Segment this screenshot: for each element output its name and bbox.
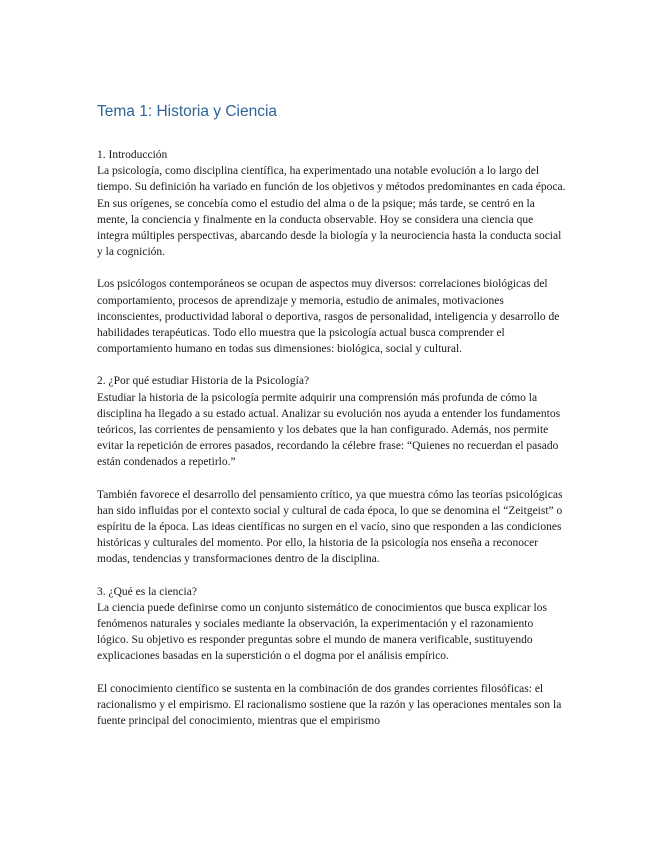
section-heading: 3. ¿Qué es la ciencia? <box>97 585 197 598</box>
paragraph: La psicología, como disciplina científica, ha experimentado una notable evolución a lo largo del tiempo. Su definición ha variado en función de los objetivos y métodos predominantes en cada época. En sus orígenes, se concebía como el estudio del alma o de la psique; más tarde, se centró en la mente, la conciencia y finalmente en la conducta observable. Hoy se considera una ciencia que integra múltiples perspectivas, abarcando desde la biología y la neurociencia hasta la conducta social y la cognición. <box>97 165 566 259</box>
section-por-que-estudiar-historia <box>97 373 567 470</box>
paragraph: Estudiar la historia de la psicología permite adquirir una comprensión más profunda de cómo la disciplina ha llegado a su estado actual. Analizar su evolución nos ayuda a entender los fundamentos teóricos, las corrientes de pensamiento y los debates que la han configurado. Además, nos permite evitar la repetición de errores pasados, recordando la célebre frase: “Quienes no recuerdan el pasado están condenados a repetirlo.” <box>97 391 561 469</box>
document-body <box>97 102 567 745</box>
section-psicologos-contemporaneos <box>97 276 567 357</box>
section-heading: 2. ¿Por qué estudiar Historia de la Psicología? <box>97 375 310 388</box>
paragraph: Los psicólogos contemporáneos se ocupan de aspectos muy diversos: correlaciones biológicas del comportamiento, procesos de aprendizaje y memoria, estudio de animales, motivaciones inconscientes, productividad laboral o deportiva, rasgos de personalidad, inteligencia y desarrollo de habilidades terapéuticas. Todo ello muestra que la psicología actual busca comprender el comportamiento humano en todas sus dimensiones: biológica, social y cultural. <box>97 278 560 356</box>
section-conocimiento-cientifico <box>97 681 567 730</box>
section-que-es-la-ciencia <box>97 584 567 665</box>
document-title: Tema 1: Historia y Ciencia <box>97 103 278 120</box>
paragraph: La ciencia puede definirse como un conjunto sistemático de conocimientos que busca explicar los fenómenos naturales y sociales mediante la observación, la experimentación y el razonamiento lógico. Su objetivo es responder preguntas sobre el mundo de manera verificable, sustituyendo explicaciones basadas en la superstición o el dogma por el análisis empírico. <box>97 601 547 663</box>
paragraph: También favorece el desarrollo del pensamiento crítico, ya que muestra cómo las teorías psicológicas han sido influidas por el contexto social y cultural de cada época, lo que se denomina el “Zeitgeist” o espíritu de la época. Las ideas científicas no surgen en el vacío, sino que responden a las condiciones históricas y culturales del momento. Por ello, la historia de la psicología nos enseña a reconocer modas, tendencias y transformaciones dentro de la disciplina. <box>97 488 563 566</box>
section-introduccion <box>97 147 567 260</box>
section-pensamiento-critico <box>97 487 567 568</box>
paragraph: El conocimiento científico se sustenta en la combinación de dos grandes corrientes filosóficas: el racionalismo y el empirismo. El racionalismo sostiene que la razón y las operaciones mentales son la fuente principal del conocimiento, mientras que el empirismo <box>97 682 562 728</box>
section-heading: 1. Introducción <box>97 149 168 161</box>
